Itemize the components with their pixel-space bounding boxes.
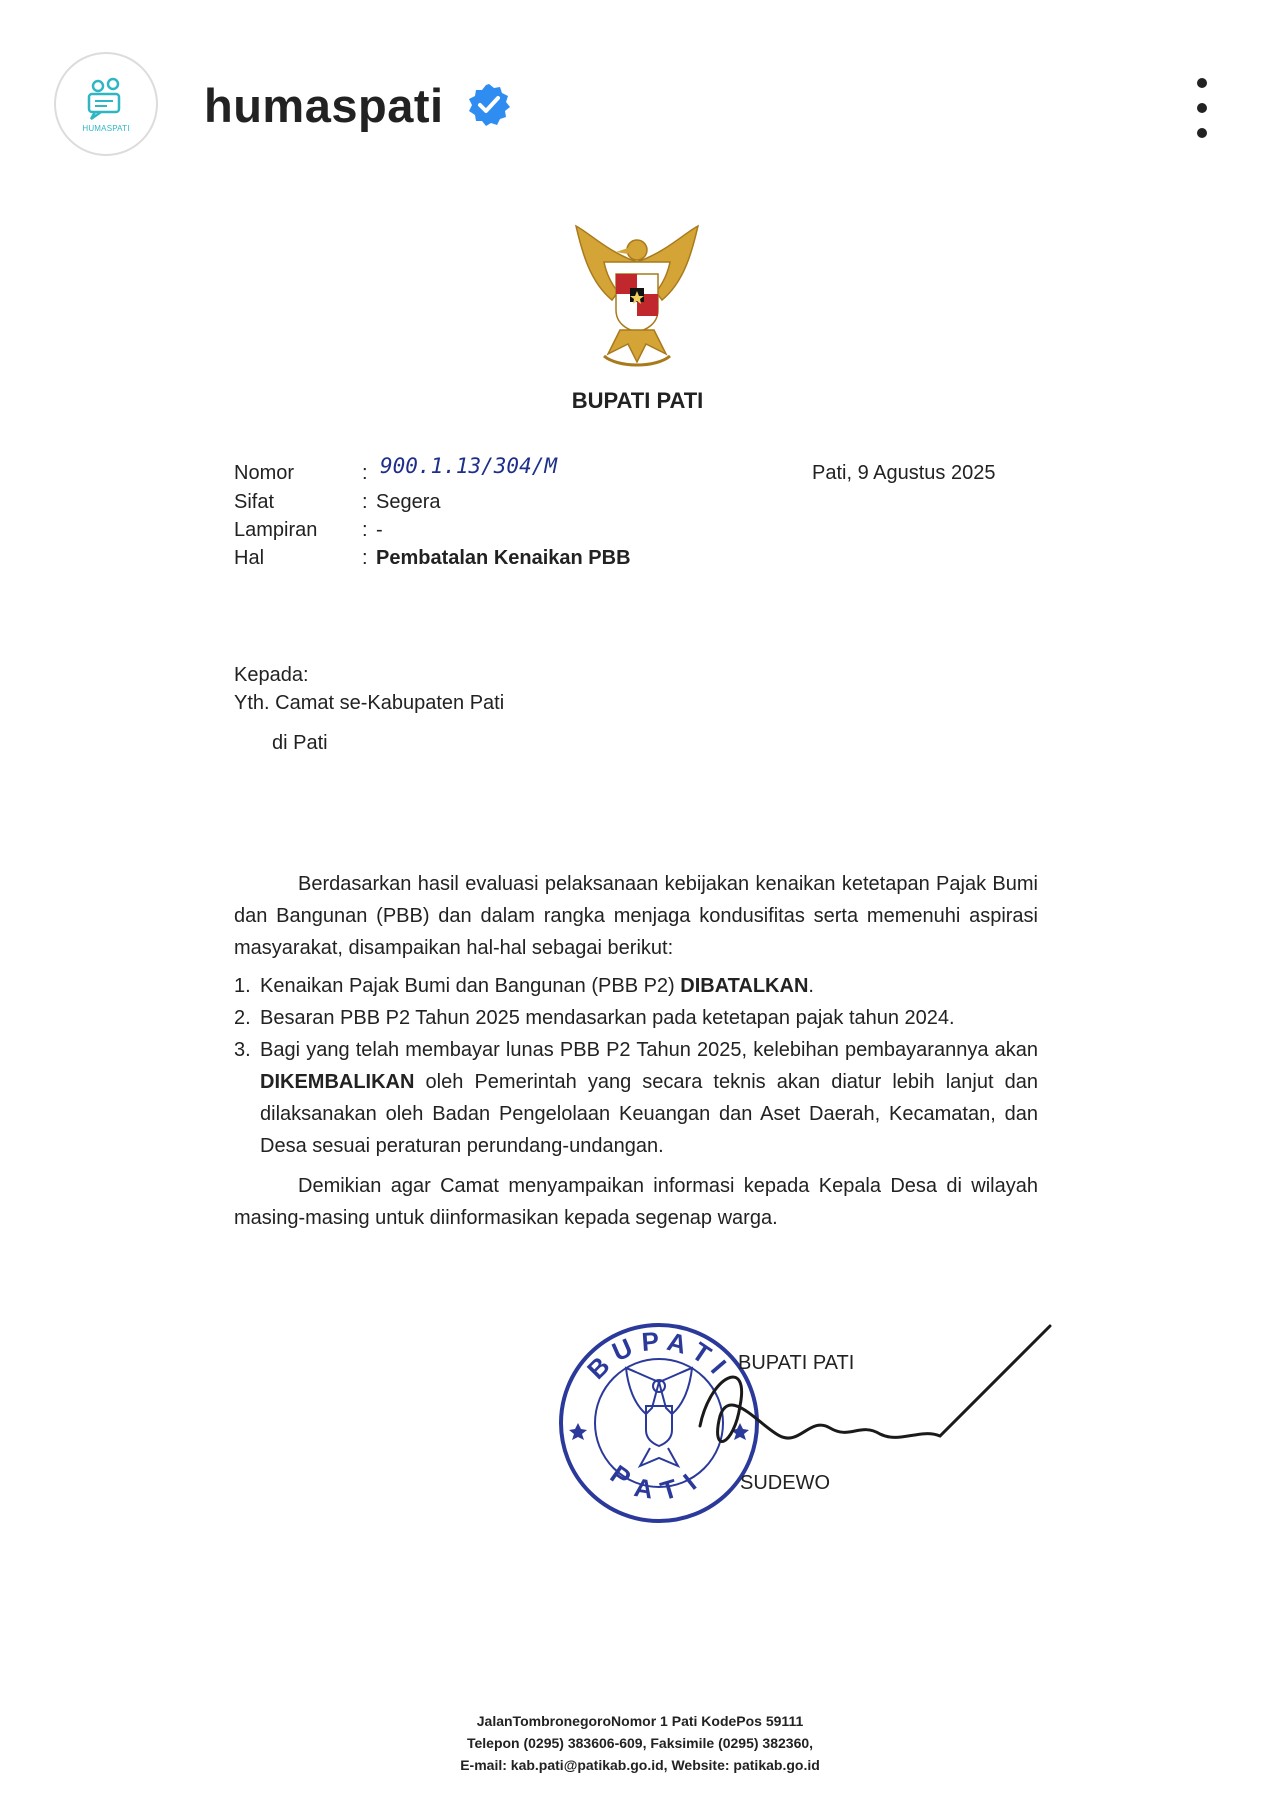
lampiran-colon: : <box>362 519 368 541</box>
signatory-name: SUDEWO <box>740 1472 830 1494</box>
recipient-greeting: Kepada: <box>234 664 309 686</box>
points-list <box>234 970 1038 1162</box>
letter-date: Pati, 9 Agustus 2025 <box>812 462 996 484</box>
profile-avatar[interactable] <box>54 52 158 156</box>
more-options-button[interactable] <box>1180 78 1224 138</box>
profile-username[interactable]: humaspati <box>204 79 444 132</box>
sifat-value: Segera <box>376 491 441 513</box>
stamp-top-text: BUPATI <box>581 1325 738 1386</box>
list-item: 1. Kenaikan Pajak Bumi dan Bangunan (PBB P2) DIBATALKAN. <box>234 975 814 997</box>
nomor-label: Nomor <box>234 462 295 484</box>
list-item: 3. Bagi yang telah membayar lunas PBB P2 Tahun 2025, kelebihan pembayarannya akan DIKEMBALIKAN oleh Pemerintah yang secara teknis akan diatur lebih lanjut dan dilaksanakan oleh Badan Pengelolaan Keuangan dan Aset Daerah, Kecamatan, dan Desa sesuai peraturan perundang-undangan. <box>234 1039 1038 1157</box>
letter-heading: BUPATI PATI <box>571 388 704 413</box>
list-item: 2. Besaran PBB P2 Tahun 2025 mendasarkan pada ketetapan pajak tahun 2024. <box>234 1007 955 1029</box>
hal-colon: : <box>362 547 368 569</box>
nomor-value: 900.1.13/304/M <box>380 454 558 478</box>
nomor-colon: : <box>362 462 368 484</box>
verified-badge-icon <box>466 82 512 128</box>
avatar-caption: HUMASPATI <box>82 123 130 133</box>
humaspati-logo-icon <box>83 76 129 122</box>
footer-phone: Telepon (0295) 383606-609, Faksimile (0295) 382360, <box>466 1735 814 1751</box>
lampiran-value: - <box>376 519 383 541</box>
more-vertical-icon <box>1197 78 1207 88</box>
signature-title: BUPATI PATI <box>738 1352 855 1374</box>
footer-address: JalanTombronegoroNomor 1 Pati KodePos 59111 <box>476 1713 804 1729</box>
intro-paragraph: Berdasarkan hasil evaluasi pelaksanaan kebijakan kenaikan ketetapan Pajak Bumi dan Bangunan (PBB) dan dalam rangka menjaga kondusifitas serta memenuhi aspirasi masyarakat, disampaikan hal-hal sebagai berikut: <box>234 873 1038 959</box>
signature-scribble <box>690 1316 1060 1476</box>
lampiran-label: Lampiran <box>234 519 318 541</box>
footer-contact: E-mail: kab.pati@patikab.go.id, Website: patikab.go.id <box>460 1757 820 1773</box>
hal-value: Pembatalan Kenaikan PBB <box>376 547 631 569</box>
sifat-label: Sifat <box>234 491 275 513</box>
letter-footer <box>400 1710 880 1776</box>
recipient-location: di Pati <box>272 732 328 754</box>
hal-label: Hal <box>234 547 265 569</box>
closing-paragraph: Demikian agar Camat menyampaikan informasi kepada Kepala Desa di wilayah masing-masing untuk diinformasikan kepada segenap warga. <box>234 1175 1038 1229</box>
garuda-emblem-icon <box>568 222 706 374</box>
sifat-colon: : <box>362 491 368 513</box>
stamp-bottom-text: PATI <box>604 1458 713 1507</box>
recipient-addressee: Yth. Camat se-Kabupaten Pati <box>234 692 505 714</box>
